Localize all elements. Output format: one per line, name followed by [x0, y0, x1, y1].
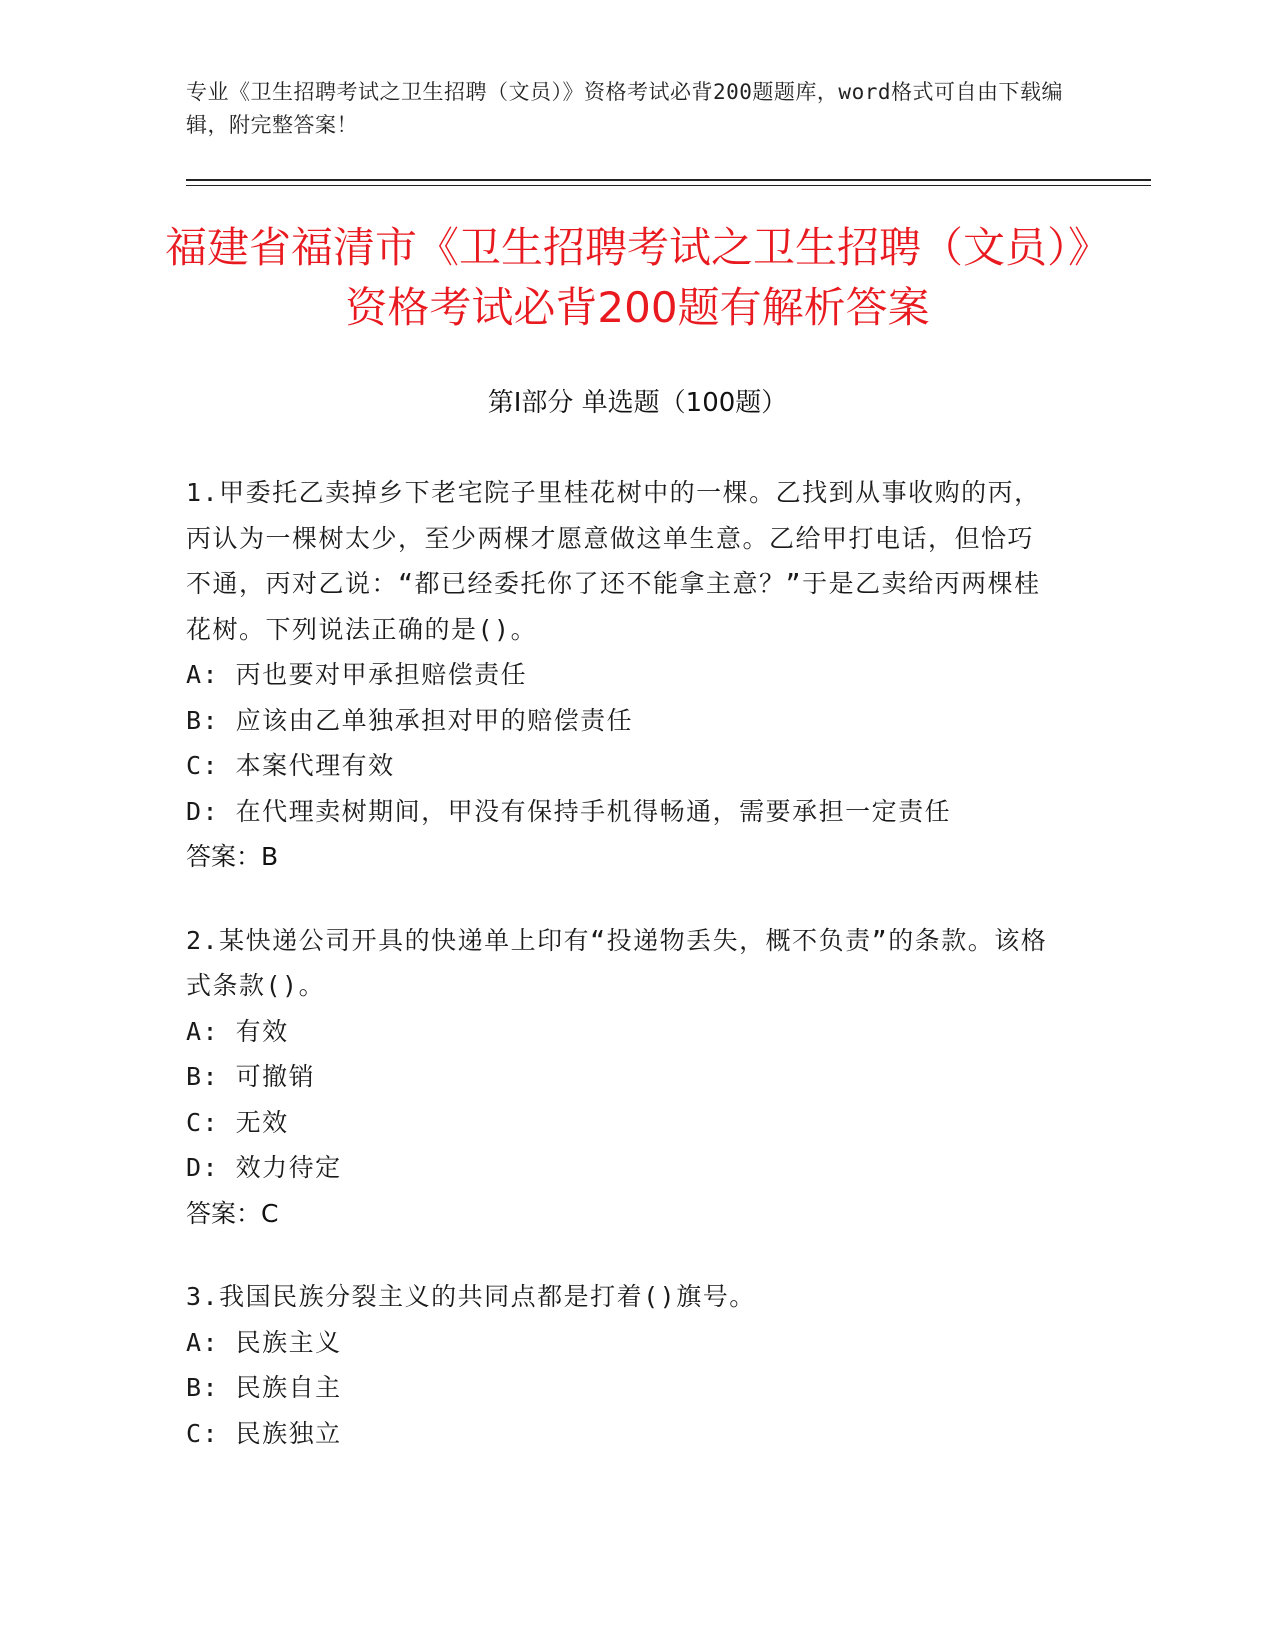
option-b: B: 可撤销: [186, 1062, 316, 1091]
header-divider-thick: [186, 179, 1151, 181]
option-c: C: 民族独立: [186, 1418, 342, 1448]
option-a: A: 民族主义: [186, 1327, 342, 1357]
option-b: B: 民族自主: [186, 1373, 342, 1402]
answer-line: 答案：C: [186, 1198, 279, 1228]
question-2: [186, 918, 1056, 1237]
question-stem: 3.我国民族分裂主义的共同点都是打着()旗号。: [186, 1282, 756, 1311]
option-c: C: 无效: [186, 1107, 289, 1137]
header-note: 专业《卫生招聘考试之卫生招聘（文员）》资格考试必背200题题库，word格式可自由下载编辑，附完整答案！: [186, 80, 1063, 137]
option-c: C: 本案代理有效: [186, 751, 395, 780]
header-divider-thin: [186, 185, 1151, 186]
document-title: 福建省福清市《卫生招聘考试之卫生招聘（文员）》资格考试必背200题有解析答案: [164, 223, 1110, 332]
option-d: D: 在代理卖树期间，甲没有保持手机得畅通，需要承担一定责任: [186, 796, 952, 826]
question-3: [186, 1274, 1056, 1456]
answer-line: 答案：B: [186, 842, 279, 871]
option-a: A: 有效: [186, 1016, 289, 1046]
option-b: B: 应该由乙单独承担对甲的赔偿责任: [186, 705, 634, 735]
question-list: [186, 470, 1056, 1494]
question-1: [186, 470, 1056, 880]
option-d: D: 效力待定: [186, 1153, 342, 1182]
section-heading: 第Ⅰ部分 单选题（100题）: [487, 388, 788, 418]
option-a: A: 丙也要对甲承担赔偿责任: [186, 660, 528, 689]
question-stem: 2.某快递公司开具的快递单上印有“投递物丢失，概不负责”的条款。该格式条款()。: [186, 925, 1048, 1000]
question-stem: 1.甲委托乙卖掉乡下老宅院子里桂花树中的一棵。乙找到从事收购的丙，丙认为一棵树太少，至少两棵才愿意做这单生意。乙给甲打电话，但恰巧不通，丙对乙说：“都已经委托你了还不能拿主意？”于是乙卖给丙两棵桂花树。下列说法正确的是()。: [186, 478, 1041, 644]
